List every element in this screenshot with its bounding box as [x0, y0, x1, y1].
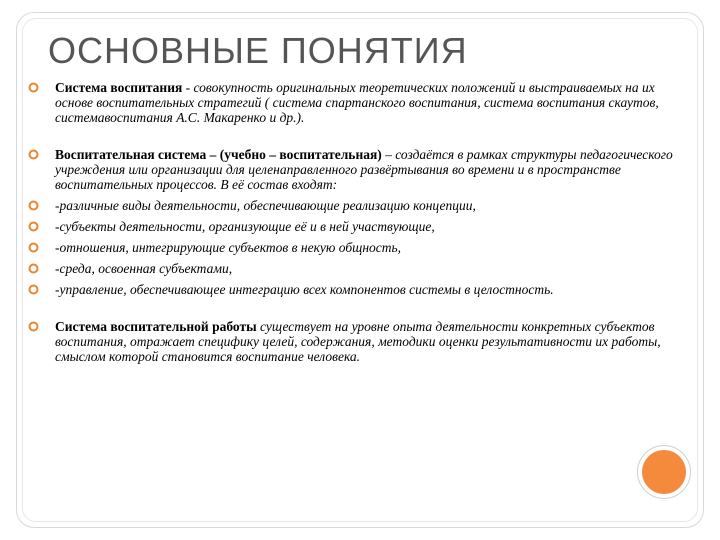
definition-text: - совокупность оригинальных теоретических положений и выстраиваемых на их основе воспитательных стратегий ( система спартанского воспитания, система воспитания скаутов, системавоспитания А.С. Макаренко и др.). — [55, 80, 659, 125]
list-item-text — [55, 147, 696, 192]
list-item-text — [55, 219, 696, 234]
list-item-text — [55, 319, 696, 364]
list-item — [28, 80, 696, 125]
bullet-icon — [28, 319, 55, 334]
component-text: -различные виды деятельности, обеспечивающие реализацию концепции, — [55, 198, 476, 213]
bullet-icon — [28, 282, 55, 297]
bullet-icon — [28, 261, 55, 276]
list-item — [28, 319, 696, 364]
page-title: ОСНОВНЫЕ ПОНЯТИЯ — [48, 30, 468, 71]
term-label: Воспитательная система – (учебно – воспитательная) — [55, 147, 382, 162]
definition-text: существует на уровне опыта деятельности конкретных субъектов воспитания, отражает специфику целей, содержания, методики оценки результативности их работы, смыслом которой становится воспитание человека. — [55, 319, 661, 364]
component-text: -субъекты деятельности, организующие её и в ней участвующие, — [55, 219, 435, 234]
bullet-icon — [28, 80, 55, 95]
bullet-icon — [28, 147, 55, 162]
term-label: Система воспитательной работы — [55, 319, 257, 334]
list-item — [28, 282, 696, 297]
list-item — [28, 219, 696, 234]
list-item — [28, 261, 696, 276]
bullet-icon — [28, 198, 55, 213]
component-text: -отношения, интегрирующие субъектов в некую общность, — [55, 240, 402, 255]
term-label: Система воспитания — [55, 80, 183, 95]
definition-text: – создаётся в рамках структуры педагогического учреждения или организации для целенаправленного развёртывания во времени и в пространстве воспитательных процессов. В её состав входят: — [55, 147, 673, 192]
decorative-circle — [642, 450, 686, 494]
bullet-list — [28, 80, 696, 364]
list-item — [28, 198, 696, 213]
list-item-text — [55, 240, 696, 255]
list-item-text — [55, 80, 696, 125]
list-item-text — [55, 282, 696, 297]
bullet-icon — [28, 219, 55, 234]
bullet-icon — [28, 240, 55, 255]
list-item — [28, 240, 696, 255]
component-text: -управление, обеспечивающее интеграцию всех компонентов системы в целостность. — [55, 282, 554, 297]
list-item-text — [55, 261, 696, 276]
list-item-text — [55, 198, 696, 213]
component-text: -среда, освоенная субъектами, — [55, 261, 233, 276]
list-item — [28, 147, 696, 192]
